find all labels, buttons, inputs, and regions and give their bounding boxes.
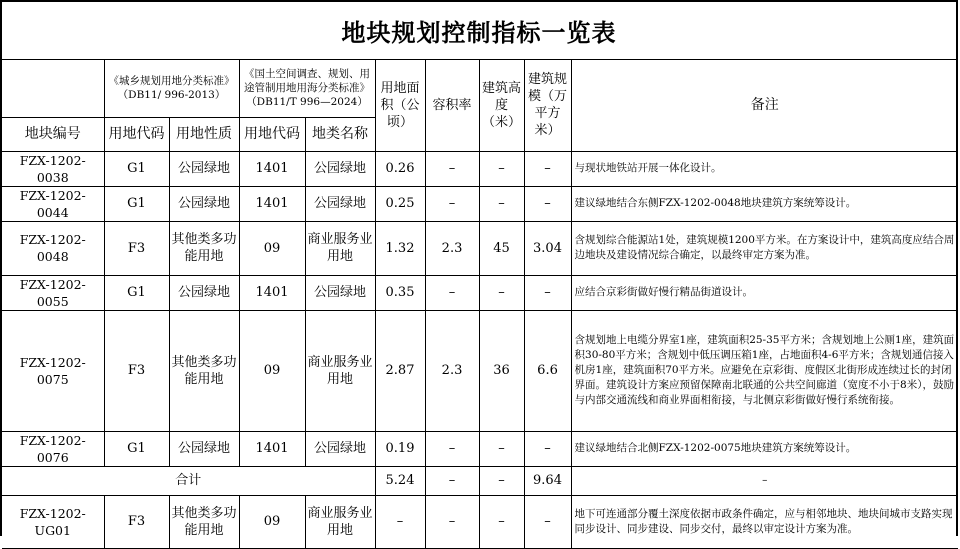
table-row xyxy=(2,431,958,466)
plot-id: FZX-1202-0075 xyxy=(2,310,104,431)
class-name: 商业服务业用地 xyxy=(305,221,375,275)
building-scale: – xyxy=(524,151,571,186)
plot-id: FZX-1202-0048 xyxy=(2,221,104,275)
total-row xyxy=(2,466,958,495)
land-area: 1.32 xyxy=(375,221,425,275)
header-far: 容积率 xyxy=(425,60,479,151)
table-row xyxy=(2,151,958,186)
header-land-area: 用地面积（公顷） xyxy=(375,60,425,151)
far: – xyxy=(425,186,479,221)
header-land-code-2024: 用地代码 xyxy=(239,117,305,151)
class-name: 公园绿地 xyxy=(305,431,375,466)
total-building-scale: 9.64 xyxy=(524,466,571,495)
class-name: 商业服务业用地 xyxy=(305,310,375,431)
land-code-2024: 09 xyxy=(239,221,305,275)
plot-id: FZX-1202-UG01 xyxy=(2,495,104,548)
building-height: 45 xyxy=(479,221,524,275)
building-height: – xyxy=(479,495,524,548)
total-building-height: – xyxy=(479,466,524,495)
building-scale: 3.04 xyxy=(524,221,571,275)
plot-id: FZX-1202-0038 xyxy=(2,151,104,186)
building-scale: – xyxy=(524,275,571,310)
remark: 应结合京彩街做好慢行精品街道设计。 xyxy=(571,275,958,310)
plot-id: FZX-1202-0055 xyxy=(2,275,104,310)
remark: 地下可连通部分覆土深度依据市政条件确定，应与相邻地块、地块间城市支路实现同步设计、同步建设、同步交付，最终以审定设计方案为准。 xyxy=(571,495,958,548)
building-scale: – xyxy=(524,495,571,548)
land-code-2024: 09 xyxy=(239,495,305,548)
building-height: – xyxy=(479,151,524,186)
class-name: 公园绿地 xyxy=(305,275,375,310)
land-nature: 公园绿地 xyxy=(169,151,239,186)
header-land-code-2013: 用地代码 xyxy=(104,117,169,151)
total-land-area: 5.24 xyxy=(375,466,425,495)
underground-row xyxy=(2,495,958,548)
land-area: 2.87 xyxy=(375,310,425,431)
land-code-2024: 1401 xyxy=(239,275,305,310)
remark: 与现状地铁站开展一体化设计。 xyxy=(571,151,958,186)
land-code-2024: 09 xyxy=(239,310,305,431)
far: 2.3 xyxy=(425,310,479,431)
class-name: 商业服务业用地 xyxy=(305,495,375,548)
building-scale: – xyxy=(524,186,571,221)
remark: 建议绿地结合东侧FZX-1202-0048地块建筑方案统筹设计。 xyxy=(571,186,958,221)
far: – xyxy=(425,275,479,310)
land-nature: 公园绿地 xyxy=(169,275,239,310)
table-row xyxy=(2,310,958,431)
header-blank xyxy=(2,60,104,117)
land-code-2024: 1401 xyxy=(239,186,305,221)
header-building-scale: 建筑规模（万平方米） xyxy=(524,60,571,151)
header-standard-2024: 《国土空间调查、规划、用途管制用地用海分类标准》（DB11/T 996—2024） xyxy=(239,60,375,117)
table-row xyxy=(2,221,958,275)
header-plot-id: 地块编号 xyxy=(2,117,104,151)
land-code-2013: F3 xyxy=(104,310,169,431)
land-nature: 公园绿地 xyxy=(169,431,239,466)
far: 2.3 xyxy=(425,221,479,275)
land-code-2013: F3 xyxy=(104,221,169,275)
plot-id: FZX-1202-0076 xyxy=(2,431,104,466)
land-code-2013: F3 xyxy=(104,495,169,548)
land-area: 0.19 xyxy=(375,431,425,466)
building-height: – xyxy=(479,186,524,221)
land-nature: 其他类多功能用地 xyxy=(169,495,239,548)
table-row xyxy=(2,275,958,310)
land-area: 0.25 xyxy=(375,186,425,221)
building-height: 36 xyxy=(479,310,524,431)
class-name: 公园绿地 xyxy=(305,186,375,221)
header-land-nature: 用地性质 xyxy=(169,117,239,151)
total-remark: – xyxy=(571,466,958,495)
building-height: – xyxy=(479,275,524,310)
land-nature: 公园绿地 xyxy=(169,186,239,221)
class-name: 公园绿地 xyxy=(305,151,375,186)
header-remarks: 备注 xyxy=(571,60,958,151)
land-nature: 其他类多功能用地 xyxy=(169,221,239,275)
land-area: 0.26 xyxy=(375,151,425,186)
plot-id: FZX-1202-0044 xyxy=(2,186,104,221)
indicator-table xyxy=(2,60,958,549)
far: – xyxy=(425,151,479,186)
building-height: – xyxy=(479,431,524,466)
far: – xyxy=(425,495,479,548)
land-code-2024: 1401 xyxy=(239,151,305,186)
land-code-2024: 1401 xyxy=(239,431,305,466)
remark: 含规划地上电缆分界室1座，建筑面积25-35平方米；含规划地上公厕1座，建筑面积30-80平方米；含规划中低压调压箱1座，占地面积4-6平方米；含规划通信接入机房1座，建筑面积70平方米。应避免在京彩街、度假区北街形成连续过长的封闭界面。建筑设计方案应预留保障南北联通的公共空间廊道（宽度不小于8米），鼓励与内部交通流线和商业界面相衔接，与北侧京彩街做好慢行系统衔接。 xyxy=(571,310,958,431)
far: – xyxy=(425,431,479,466)
land-nature: 其他类多功能用地 xyxy=(169,310,239,431)
remark: 含规划综合能源站1处，建筑规模1200平方米。在方案设计中，建筑高度应结合周边地块及建设情况综合确定，以最终审定方案为准。 xyxy=(571,221,958,275)
land-code-2013: G1 xyxy=(104,431,169,466)
land-code-2013: G1 xyxy=(104,151,169,186)
building-scale: 6.6 xyxy=(524,310,571,431)
total-label: 合计 xyxy=(2,466,375,495)
remark: 建议绿地结合北侧FZX-1202-0075地块建筑方案统筹设计。 xyxy=(571,431,958,466)
land-code-2013: G1 xyxy=(104,275,169,310)
building-scale: – xyxy=(524,431,571,466)
land-area: 0.35 xyxy=(375,275,425,310)
header-class-name: 地类名称 xyxy=(305,117,375,151)
land-area: – xyxy=(375,495,425,548)
table-row xyxy=(2,186,958,221)
table-title: 地块规划控制指标一览表 xyxy=(2,2,956,60)
total-far: – xyxy=(425,466,479,495)
header-standard-2013: 《城乡规划用地分类标准》（DB11/ 996-2013） xyxy=(104,60,239,117)
land-code-2013: G1 xyxy=(104,186,169,221)
header-building-height: 建筑高度（米） xyxy=(479,60,524,151)
